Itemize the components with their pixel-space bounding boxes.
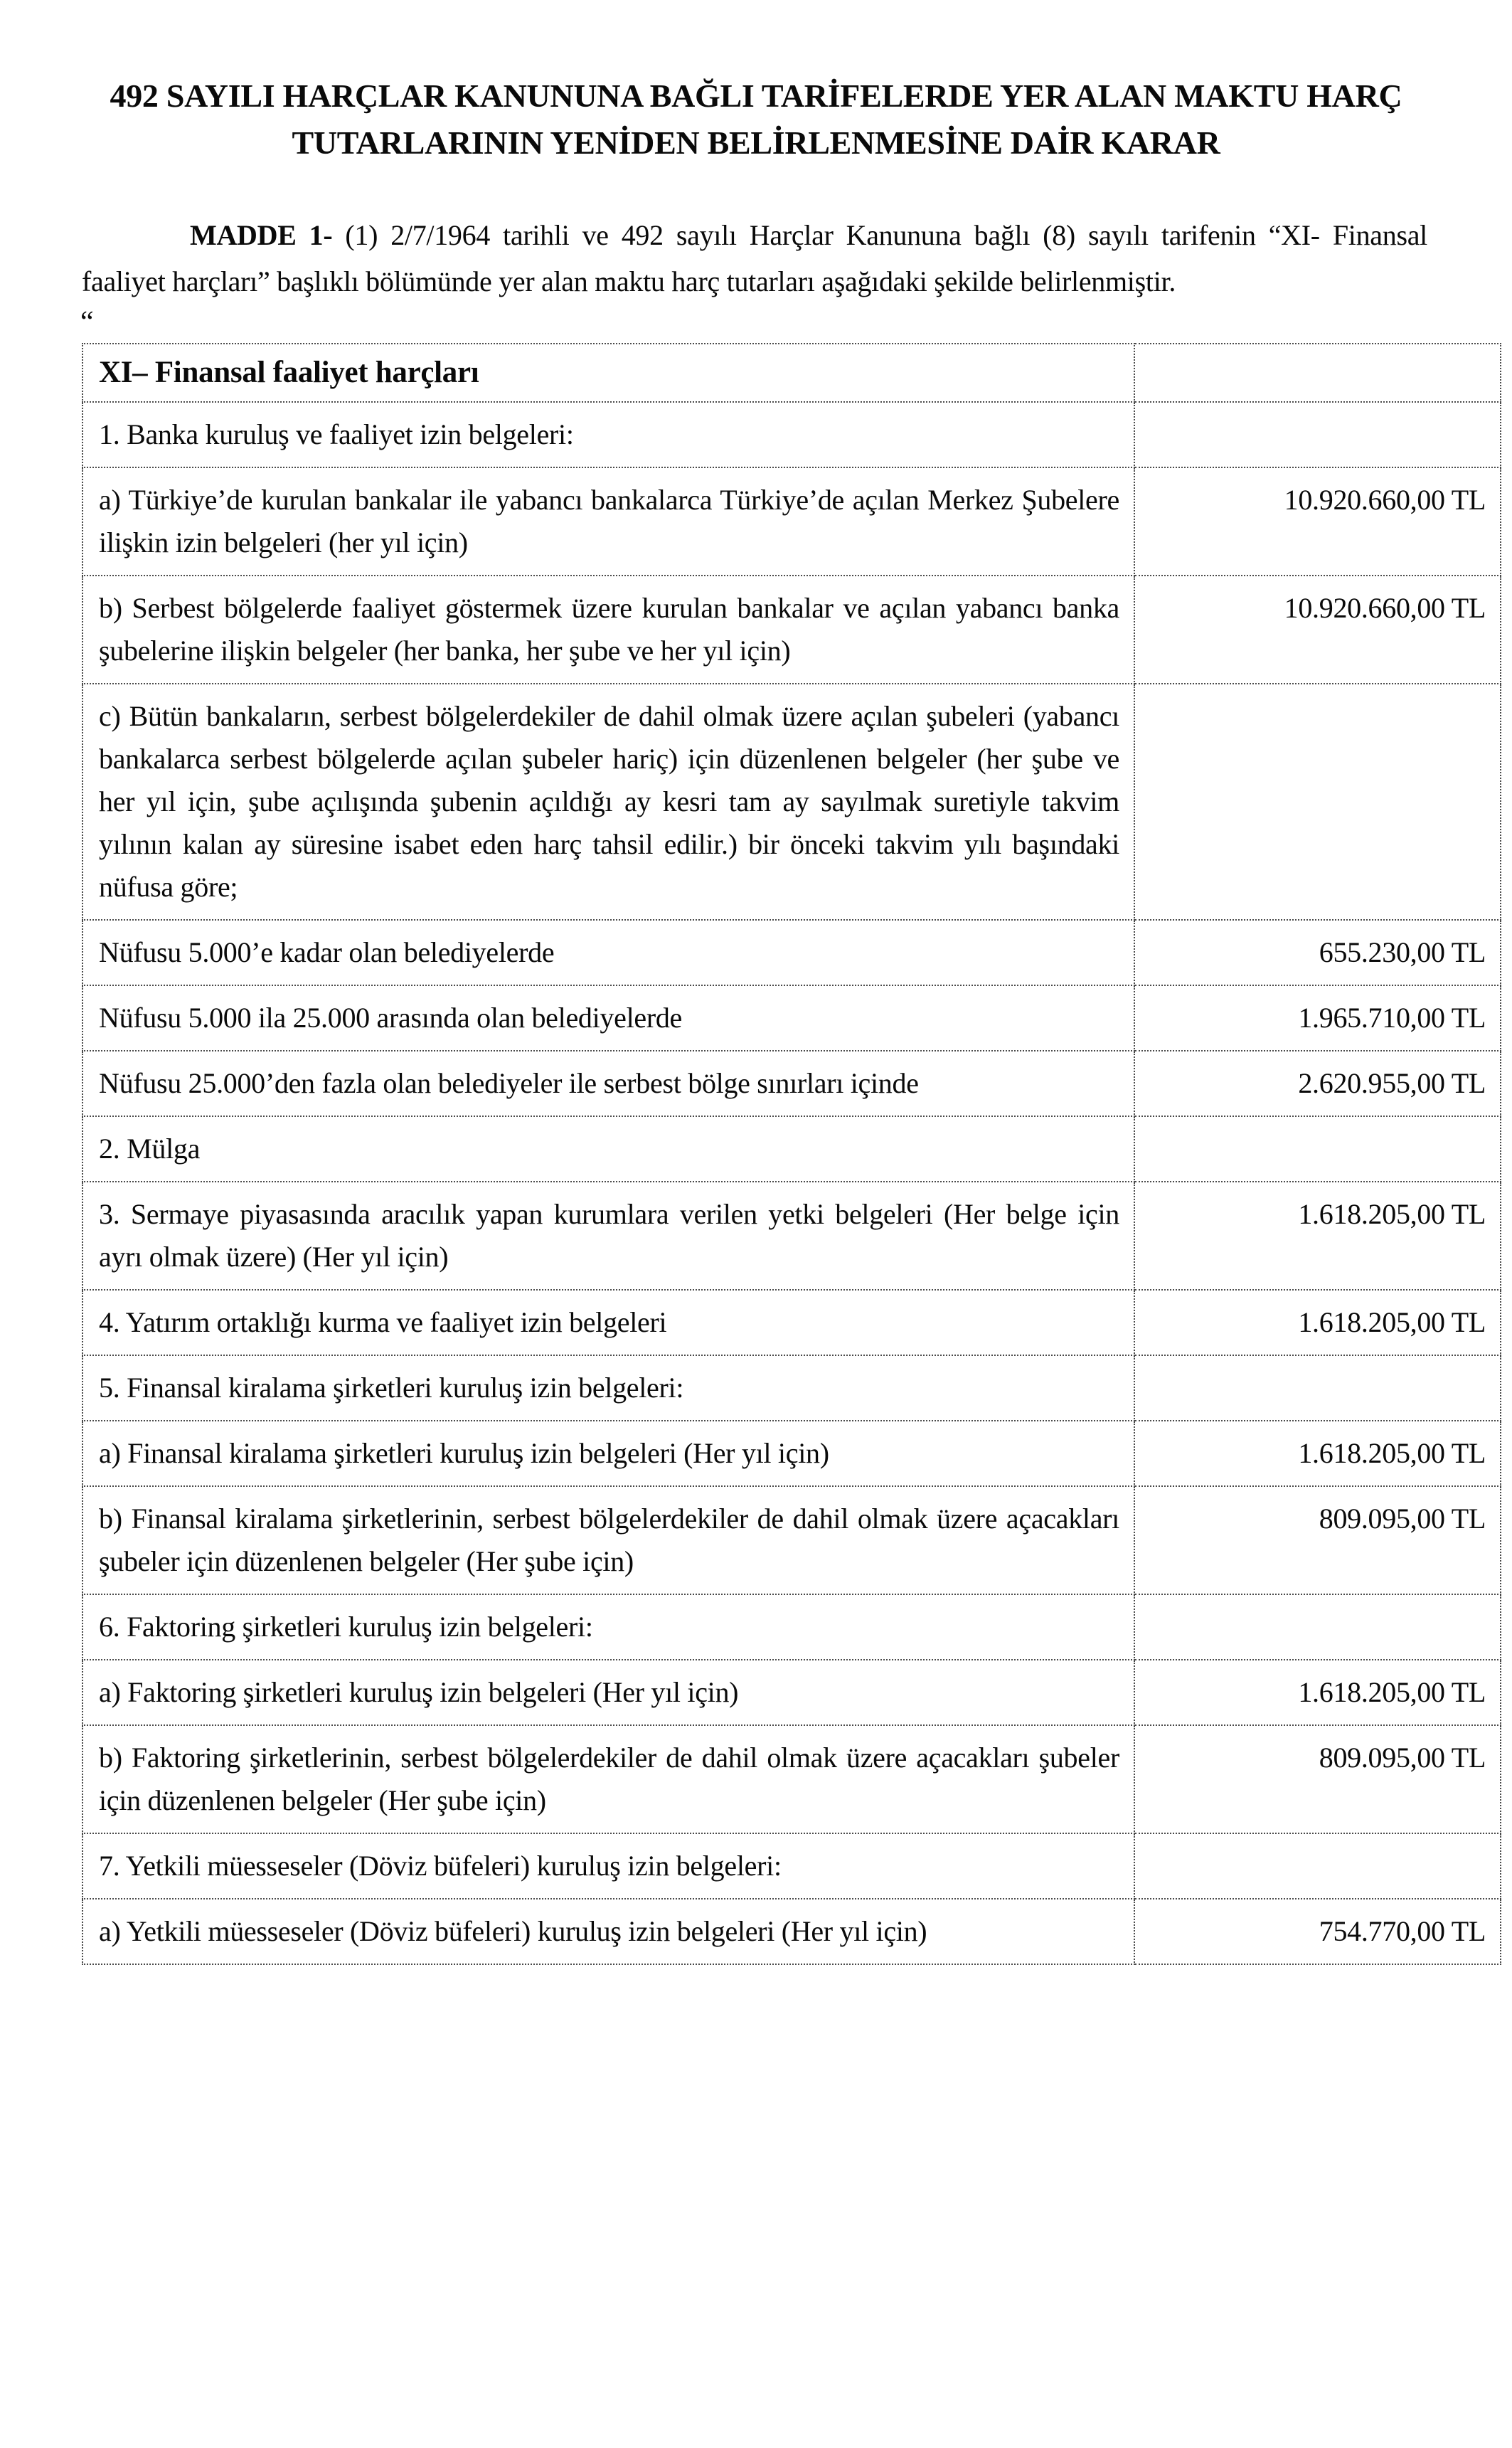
- row-label: a) Türkiye’de kurulan bankalar ile yabancı bankalarca Türkiye’de açılan Merkez Şubelere ilişkin izin belgeleri (her yıl için): [82, 467, 1134, 576]
- row-label: Nüfusu 5.000’e kadar olan belediyelerde: [82, 920, 1134, 985]
- row-label: a) Faktoring şirketleri kuruluş izin belgeleri (Her yıl için): [82, 1660, 1134, 1725]
- opening-quote-mark: “: [80, 306, 94, 339]
- document-title: 492 SAYILI HARÇLAR KANUNUNA BAĞLI TARİFELERDE YER ALAN MAKTU HARÇ TUTARLARININ YENİDEN BELİRLENMESİNE DAİR KARAR: [110, 78, 1402, 161]
- row-amount: 1.618.205,00 TL: [1134, 1660, 1501, 1725]
- row-label: a) Yetkili müesseseler (Döviz büfeleri) kuruluş izin belgeleri (Her yıl için): [82, 1899, 1134, 1964]
- row-label: Nüfusu 25.000’den fazla olan belediyeler ile serbest bölge sınırları içinde: [82, 1051, 1134, 1116]
- row-label: 4. Yatırım ortaklığı kurma ve faaliyet izin belgeleri: [82, 1290, 1134, 1355]
- row-amount: 1.618.205,00 TL: [1134, 1182, 1501, 1290]
- madde-1-paragraph: [82, 212, 1427, 304]
- table-row: [82, 402, 1501, 467]
- row-amount: 754.770,00 TL: [1134, 1899, 1501, 1964]
- tariff-table-body: [82, 344, 1501, 1964]
- table-row: [82, 684, 1501, 920]
- tariff-table: [82, 343, 1501, 1965]
- row-label: 5. Finansal kiralama şirketleri kuruluş izin belgeleri:: [82, 1355, 1134, 1421]
- row-amount: [1134, 1594, 1501, 1660]
- row-label: 2. Mülga: [82, 1116, 1134, 1182]
- row-amount: 10.920.660,00 TL: [1134, 576, 1501, 684]
- table-row: [82, 985, 1501, 1051]
- table-row: [82, 1486, 1501, 1594]
- table-row: [82, 1899, 1501, 1964]
- row-label: 3. Sermaye piyasasında aracılık yapan kurumlara verilen yetki belgeleri (Her belge için ayrı olmak üzere) (Her yıl için): [82, 1182, 1134, 1290]
- row-amount: [1134, 1833, 1501, 1899]
- table-row: [82, 1833, 1501, 1899]
- row-amount: [1134, 1116, 1501, 1182]
- table-row: [82, 1355, 1501, 1421]
- row-amount: 2.620.955,00 TL: [1134, 1051, 1501, 1116]
- row-amount: 809.095,00 TL: [1134, 1486, 1501, 1594]
- row-amount: [1134, 402, 1501, 467]
- table-row: [82, 1725, 1501, 1833]
- row-label: Nüfusu 5.000 ila 25.000 arasında olan belediyelerde: [82, 985, 1134, 1051]
- row-amount: 809.095,00 TL: [1134, 1725, 1501, 1833]
- row-label: a) Finansal kiralama şirketleri kuruluş izin belgeleri (Her yıl için): [82, 1421, 1134, 1486]
- row-label: b) Finansal kiralama şirketlerinin, serbest bölgelerdekiler de dahil olmak üzere açacakları şubeler için düzenlenen belgeler (Her şube için): [82, 1486, 1134, 1594]
- table-row: [82, 1290, 1501, 1355]
- row-amount: 1.965.710,00 TL: [1134, 985, 1501, 1051]
- table-row: [82, 576, 1501, 684]
- row-label: 1. Banka kuruluş ve faaliyet izin belgeleri:: [82, 402, 1134, 467]
- table-row: [82, 1660, 1501, 1725]
- row-amount: 655.230,00 TL: [1134, 920, 1501, 985]
- table-row: [82, 1116, 1501, 1182]
- table-header-title: XI– Finansal faaliyet harçları: [82, 344, 1134, 402]
- row-label: b) Faktoring şirketlerinin, serbest bölgelerdekiler de dahil olmak üzere açacakları şubeler için düzenlenen belgeler (Her şube için): [82, 1725, 1134, 1833]
- table-header-row: [82, 344, 1501, 402]
- row-label: c) Bütün bankaların, serbest bölgelerdekiler de dahil olmak üzere açılan şubeleri (yabancı bankalarca serbest bölgelerde açılan şubeler hariç) için düzenlenen belgeler (her şube ve her yıl için, şube açılışında şubenin açıldığı ay kesri tam ay sayılmak suretiyle takvim yılının kalan ay süresine isabet eden harç tahsil edilir.) bir önceki takvim yılı başındaki nüfusa göre;: [82, 684, 1134, 920]
- table-row: [82, 1051, 1501, 1116]
- table-header-amount-cell: [1134, 344, 1501, 402]
- table-row: [82, 1594, 1501, 1660]
- table-row: [82, 1421, 1501, 1486]
- row-label: 7. Yetkili müesseseler (Döviz büfeleri) kuruluş izin belgeleri:: [82, 1833, 1134, 1899]
- row-amount: [1134, 684, 1501, 920]
- row-amount: 1.618.205,00 TL: [1134, 1421, 1501, 1486]
- madde-1-label: MADDE 1-: [190, 219, 333, 251]
- row-label: 6. Faktoring şirketleri kuruluş izin belgeleri:: [82, 1594, 1134, 1660]
- row-amount: 10.920.660,00 TL: [1134, 467, 1501, 576]
- table-row: [82, 920, 1501, 985]
- table-row: [82, 1182, 1501, 1290]
- table-row: [82, 467, 1501, 576]
- scanned-document-page: [0, 73, 1512, 2448]
- madde-1-text: (1) 2/7/1964 tarihli ve 492 sayılı Harçlar Kanununa bağlı (8) sayılı tarifenin “XI- Finansal faaliyet harçları” başlıklı bölümünde yer alan maktu harç tutarları aşağıdaki şekilde belirlenmiştir.: [82, 219, 1427, 297]
- row-amount: 1.618.205,00 TL: [1134, 1290, 1501, 1355]
- row-amount: [1134, 1355, 1501, 1421]
- row-label: b) Serbest bölgelerde faaliyet göstermek üzere kurulan bankalar ve açılan yabancı banka şubelerine ilişkin belgeler (her banka, her şube ve her yıl için): [82, 576, 1134, 684]
